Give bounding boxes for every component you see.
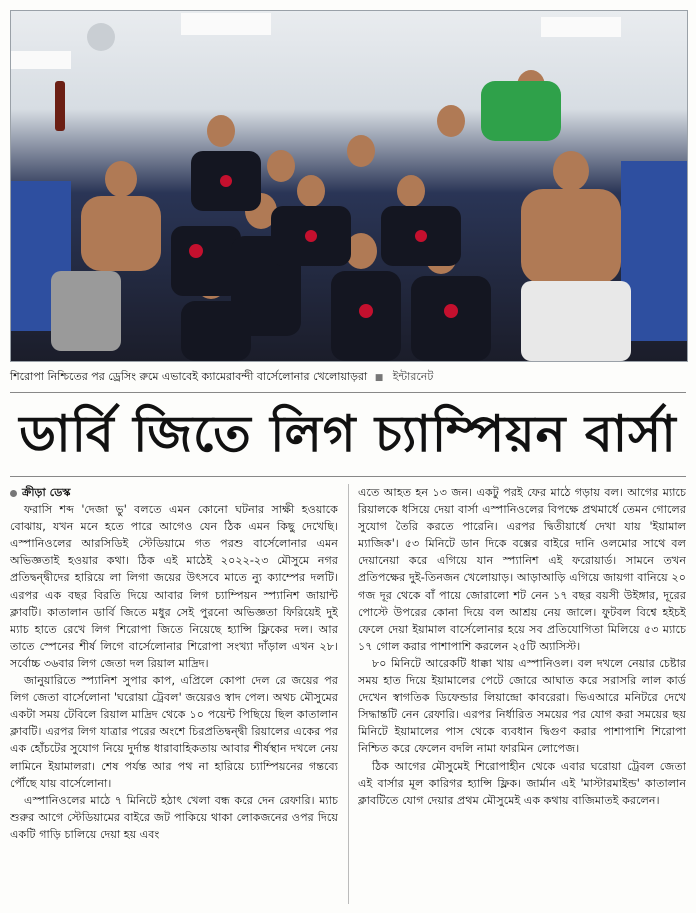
ceiling-light: [181, 13, 271, 35]
ceiling-light: [11, 51, 71, 69]
shorts-grey: [51, 271, 121, 351]
paragraph: এতে আহত হন ১৩ জন। একটু পরই ফের মাঠে গড়ায় বল। আগের ম্যাচে রিয়ালকে ধসিয়ে দেয়া বার্সা এস্পানিওলের বিপক্ষে প্রথমার্ধে তেমন গোলের সুযোগ তৈরি করতে পারেনি। এরপর দ্বিতীয়ার্ধে দেখা যায় 'ইয়ামাল ম্যাজিক'। ৫৩ মিনিটে ডান দিকে বক্সের বাইরে দানি ওলমোর সাথে বল দেয়ানেয়া করে এগিয়ে যান স্প্যানিশ এই ফরোয়ার্ড। সামনে তখন প্রতিপক্ষের দুই-তিনজন খেলোয়াড়। আড়াআড়ি এগিয়ে জায়গা বানিয়ে ২০ গজ দূর থেকে বাঁ পায়ে জোরালো শট নেন ১৭ বছর বয়সী উইঙ্গার, দূরের পোস্টে উপরের কোনা দিয়ে বল আশ্রয় নেয় জালে। ফুটবল বিশ্বে হইচই ফেলে দেয়া ইয়ামাল বার্সেলোনার হয়ে সব প্রতিযোগিতা মিলিয়ে ৫৩ ম্যাচে ১৭ গোল করার পাশাপাশি করলেন ২৫টি অ্যাসিস্ট।: [358, 486, 686, 653]
headline-rule: [10, 476, 686, 477]
photo-credit: ইন্টারনেট: [392, 370, 434, 383]
paragraph: জানুয়ারিতে স্প্যানিশ সুপার কাপ, এপ্রিলে কোপা দেল রে জয়ের পর লিগ জেতা বার্সেলোনা 'ঘরোয়া ট্রেবল' জয়েরও স্বাদ পেল। অথচ মৌসুমের একটা সময় টেবিলে রিয়াল মাদ্রিদ থেকে ১০ পয়েন্ট পিছিয়ে ছিল কাতালান ক্লাবটি। এরপর লিগ যাত্রার পরের অংশে চিরপ্রতিদ্বন্দ্বী রিয়ালের একের পর এক হোঁচটের সুযোগ নিয়ে দুর্দান্ত ধারাবাহিকতায় আবার শীর্ষস্থান দখলে নেয় লামিনে ইয়ামালরা। শেষ পর্যন্ত আর পথ না হারিয়ে চ্যাম্পিয়নের গন্তব্যে পৌঁছে যায় বার্সেলোনা।: [10, 674, 338, 790]
players-shirts: [171, 151, 491, 361]
desk-bullet-icon: [10, 490, 17, 497]
photo-caption: [10, 368, 686, 386]
column-rule: [348, 484, 349, 904]
paragraph: এস্পানিওলের মাঠে ৭ মিনিটে হঠাৎ খেলা বন্ধ করে দেন রেফারি। ম্যাচ শুরুর আগে স্টেডিয়ামের বাইরে জট পাকিয়ে থাকা লোকজনের ওপর দিয়ে একটি গাড়ি চালিয়ে দেয়া হয় এবং: [10, 793, 338, 841]
desk-line: [10, 484, 338, 501]
ceiling-vent: [87, 23, 115, 51]
shorts-white: [521, 281, 631, 361]
paragraph: ফরাসি শব্দ 'দেজা ভু' বলতে এমন কোনো ঘটনার সাক্ষী হওয়াকে বোঝায়, যখন মনে হতে পারে আগেও যেন ঠিক এমন কিছু দেখেছি। এস্পানিওলের আরসিডিই স্টেডিয়ামে গত পরশু বার্সেলোনার এমন অভিজ্ঞতাই হওয়ার কথা। ঠিক এই মাঠেই ২০২২-২৩ মৌসুমে নগর প্রতিদ্বন্দ্বীদের হারিয়ে লা লিগা জয়ের উৎসবে মাতে ন্যু ক্যাম্পের দলটি। এরপর এক বছর বিরতি দিয়ে আবার লিগ চ্যাম্পিয়ন স্প্যানিশ জায়ান্ট ক্লাবটি। কাতালান ডার্বি জিতে মধুর সেই পুরনো অভিজ্ঞতা ফিরিয়েই দুই ম্যাচ হাতে রেখে লিগ শিরোপা জিতে নিয়েছে হ্যান্সি ফ্লিকের দল। আর তাতে স্পেনের শীর্ষ লিগে বার্সেলোনার শিরোপা সংখ্যা দাঁড়াল এখন ২৮। সর্বোচ্চ ৩৬বার লিগ জেতা দল রিয়াল মাদ্রিদ।: [10, 503, 338, 670]
headline: ডার্বি জিতে লিগ চ্যাম্পিয়ন বার্সা: [19, 404, 677, 463]
caption-text: শিরোপা নিশ্চিতের পর ড্রেসিং রুমে এভাবেই ক্যামেরাবন্দী বার্সেলোনার খেলোয়াড়রা: [10, 370, 368, 383]
caption-separator-icon: ■: [374, 373, 384, 383]
photo-illustration: [11, 11, 687, 361]
bottle-icon: [55, 81, 65, 131]
article-column-left: [10, 484, 338, 904]
desk-label: ক্রীড়া ডেস্ক: [22, 486, 71, 499]
team-celebration-photo: [10, 10, 688, 362]
ceiling-light: [541, 17, 621, 37]
article-column-right: [358, 484, 686, 904]
paragraph: ঠিক আগের মৌসুমেই শিরোপাহীন থেকে এবার ঘরোয়া ট্রেবল জেতা এই বার্সার মূল কারিগর হ্যান্সি ফ্লিক। জার্মান এই 'মাস্টারমাইন্ড' কাতালান ক্লাবটিতে যোগ দেয়ার প্রথম মৌসুমেই এক কথায় বাজিমাতই করলেন।: [358, 759, 686, 807]
goalkeeper-shirt: [481, 81, 561, 141]
top-rule: [10, 392, 686, 393]
paragraph: ৮০ মিনিটে আরেকটি ধাক্কা খায় এস্পানিওল। বল দখলে নেয়ার চেষ্টার সময় হাত দিয়ে ইয়ামালের পেটে জোরে আঘাত করে সরাসরি লাল কার্ড দেখেন স্বাগতিক ডিফেন্ডার লিয়ান্দ্রো কাবরেরা। ভিএআরে মনিটরে দেখে সিদ্ধান্তটি নেন রেফারি। এরপর নির্ধারিত সময়ের পর যোগ করা সময়ের ছয় মিনিটে ইয়ামালের পাস থেকে ব্যবধান দ্বিগুণ করার পাশাপাশি শিরোপা নিশ্চিত করে ফেলেন বদলি নামা ফারমিন লোপেজ।: [358, 656, 686, 756]
